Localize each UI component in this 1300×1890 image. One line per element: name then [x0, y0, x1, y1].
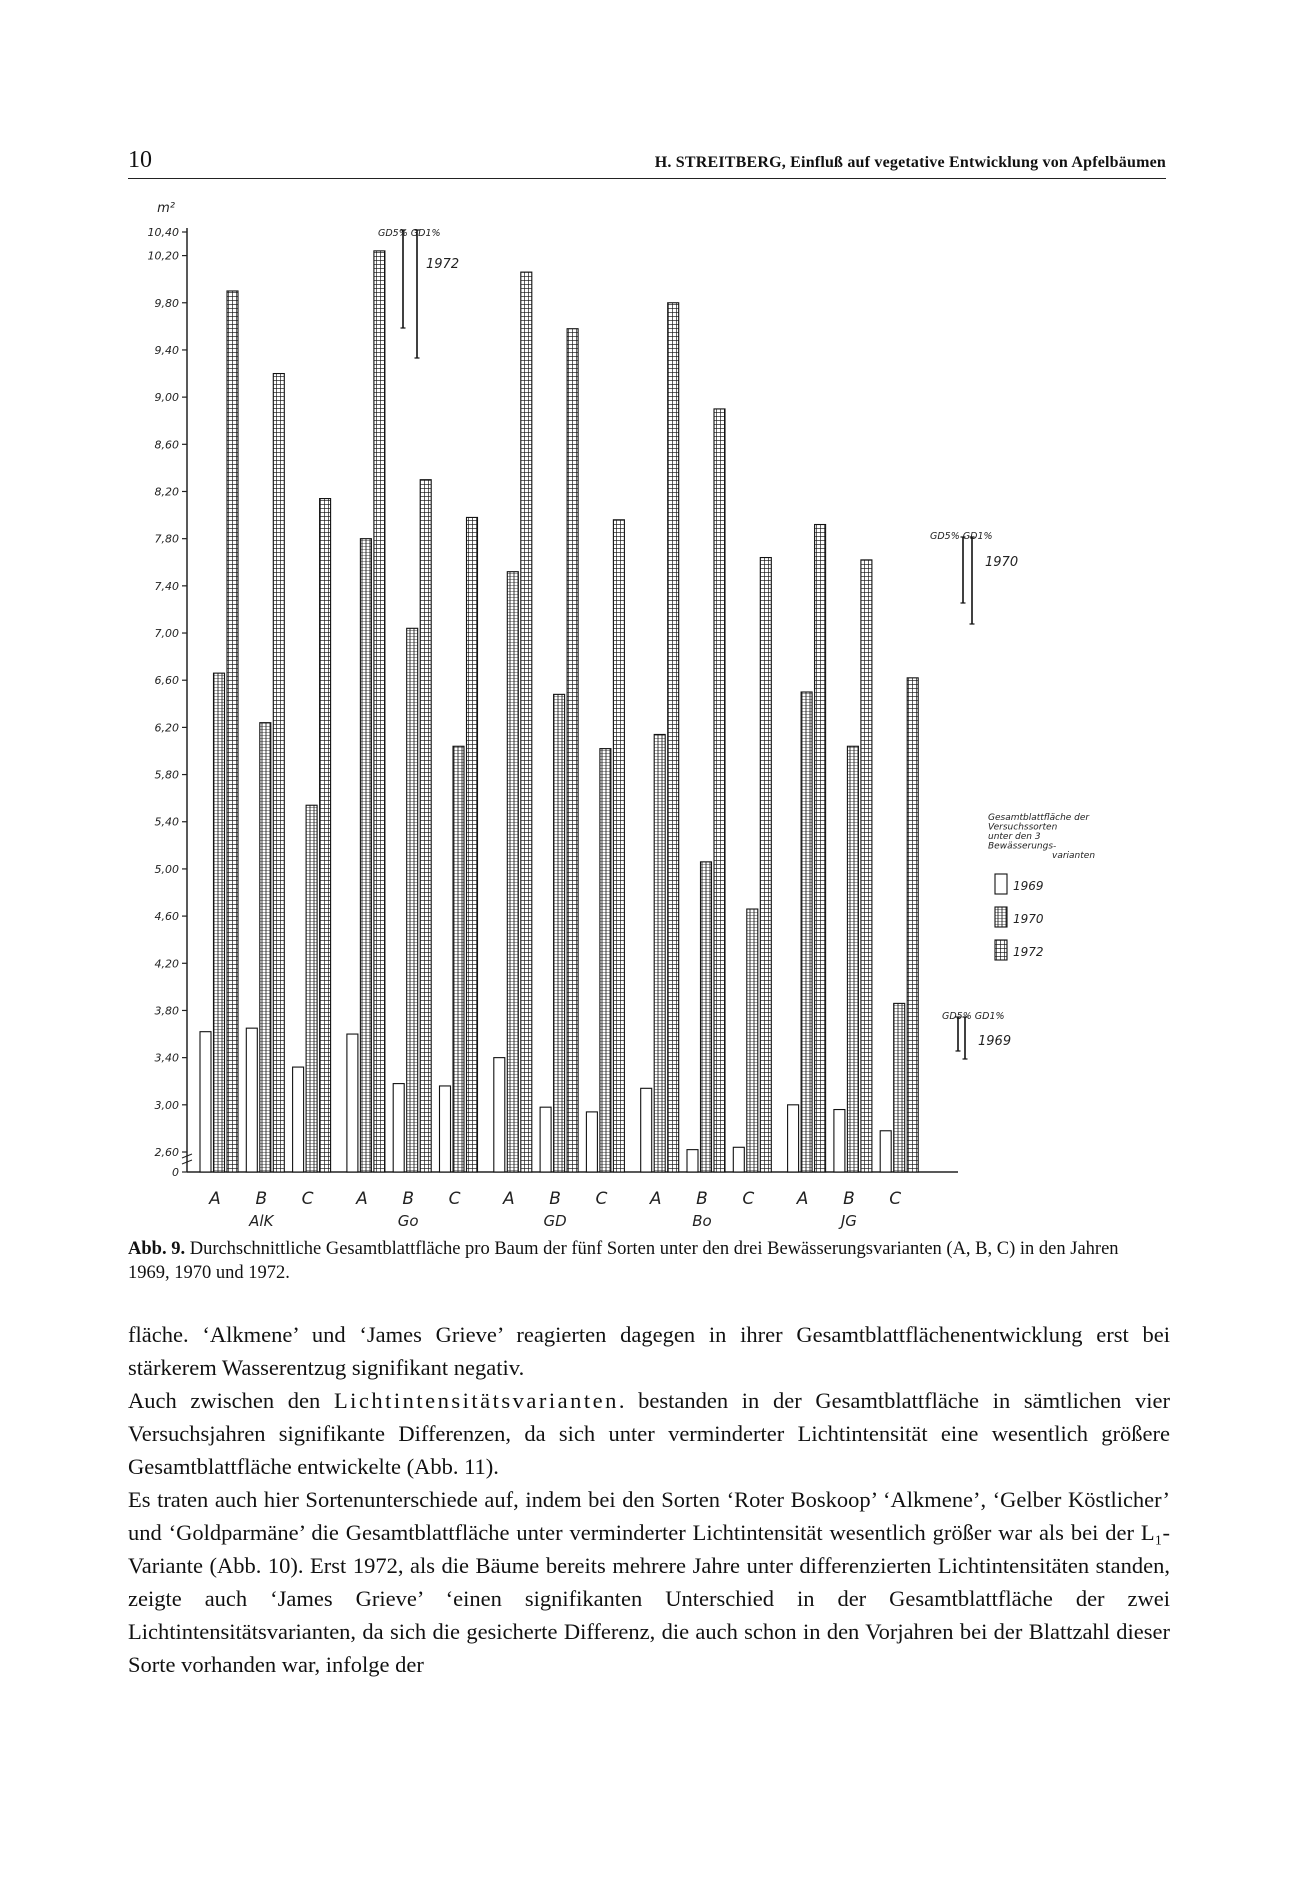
bar-1969	[347, 1034, 358, 1172]
category-label: B	[402, 1189, 415, 1209]
bar-1970	[507, 572, 518, 1172]
y-tick-label: 6,20	[154, 721, 179, 735]
significance-year: 1969	[978, 1034, 1012, 1049]
bar-1969	[788, 1105, 799, 1172]
bar-1970	[554, 694, 565, 1172]
bar-1970	[360, 539, 371, 1172]
y-tick-label: 3,80	[154, 1004, 179, 1018]
significance-label: GD5% GD1%	[942, 1011, 1005, 1022]
y-tick-label: 8,20	[154, 485, 179, 499]
variety-label: JG	[840, 1212, 857, 1230]
category-label: B	[255, 1189, 268, 1209]
bar-1970	[260, 723, 271, 1172]
bar-1972	[567, 329, 578, 1172]
significance-year: 1972	[426, 257, 460, 272]
category-label: B	[843, 1189, 855, 1209]
variety-label: Bo	[692, 1212, 712, 1230]
y-tick-label: 5,00	[154, 862, 179, 876]
y-tick-label: 3,00	[154, 1098, 179, 1112]
legend-title: Bewässerungs-	[988, 841, 1057, 852]
bar-1972	[374, 251, 385, 1172]
bar-1970	[701, 862, 712, 1172]
y-tick-label: 7,00	[154, 627, 179, 641]
bar-1972	[467, 517, 478, 1172]
y-tick-label: 6,60	[154, 674, 179, 688]
legend-swatch-1970	[995, 907, 1007, 927]
bar-1969	[641, 1088, 652, 1172]
bar-1970	[214, 673, 225, 1172]
paragraph-1: fläche. ‘Alkmene’ und ‘James Grieve’ reagierten dagegen in ihrer Gesamtblattflächenentwicklung erst bei stärkerem Wasserentzug signifikant negativ.	[128, 1322, 1170, 1380]
category-label: A	[209, 1189, 221, 1209]
running-head: H. STREITBERG, Einfluß auf vegetative Entwicklung von Apfelbäumen	[654, 154, 1166, 171]
bar-1972	[227, 291, 238, 1172]
caption-text: Durchschnittliche Gesamtblattfläche pro Baum der fünf Sorten unter den drei Bewässerungsvarianten (A, B, C) in den Jahren 1969, 1970 und 1972.	[128, 1239, 1119, 1283]
y-tick-label: 10,40	[147, 226, 179, 239]
bar-1970	[407, 628, 418, 1172]
bar-1970	[600, 749, 611, 1172]
legend-title: unter den 3	[988, 832, 1041, 842]
bar-1972	[420, 480, 431, 1172]
bar-1969	[834, 1110, 845, 1172]
bar-1972	[521, 272, 532, 1172]
legend-swatch-1969	[995, 874, 1007, 894]
variety-label: Go	[397, 1212, 419, 1230]
paragraph-3: Es traten auch hier Sortenunterschiede auf, indem bei den Sorten ‘Roter Boskoop’ ‘Alkmene’, ‘Gelber Köstlicher’ und ‘Goldparmäne’ die Gesamtblattfläche unter verminderter Lichtintensität wesentlich größer war als bei der L₁-Variante (Abb. 10). Erst 1972, als die Bäume bereits mehrere Jahre unter differenzierten Lichtintensitäten standen, zeigte auch ‘James Grieve’ ‘einen signifikanten Unterschied in der Gesamtblattfläche der zwei Lichtintensitätsvarianten, da sich die gesicherte Differenz, die auch schon in den Vorjahren bei der Blattzahl dieser Sorte vorhanden war, infolge der	[128, 1487, 1170, 1677]
y-axis-unit: m²	[157, 201, 175, 216]
y-tick-label: 9,80	[154, 296, 179, 310]
bar-1970	[654, 734, 665, 1172]
y-tick-label: 9,00	[154, 391, 179, 405]
category-label: C	[742, 1189, 755, 1209]
category-label: B	[696, 1189, 708, 1209]
y-tick-label: 2,60	[154, 1146, 179, 1159]
bar-1969	[393, 1084, 404, 1172]
bar-1970	[747, 909, 758, 1172]
bar-1972	[760, 558, 771, 1172]
bar-1969	[293, 1067, 304, 1172]
category-label: A	[356, 1189, 368, 1209]
y-tick-label: 9,40	[154, 343, 179, 357]
paragraph-2-start: Auch zwischen den	[128, 1388, 334, 1413]
legend-title: Versuchssorten	[988, 822, 1058, 833]
bar-1972	[861, 560, 872, 1172]
y-tick-label: 0	[172, 1166, 179, 1179]
emphasized-term: Lichtintensitätsvarianten	[333, 1388, 619, 1413]
legend-swatch-1972	[995, 940, 1007, 960]
legend-label-1972: 1972	[1013, 945, 1044, 959]
significance-label: GD5% GD1%	[378, 228, 441, 239]
y-tick-label: 5,80	[154, 768, 179, 782]
bar-1969	[687, 1150, 698, 1172]
bar-1970	[453, 746, 464, 1172]
category-label: A	[649, 1189, 662, 1209]
variety-label: GD	[543, 1212, 567, 1230]
category-label: A	[502, 1189, 515, 1209]
caption-label: Abb. 9.	[128, 1239, 186, 1259]
y-tick-label: 3,40	[154, 1051, 179, 1065]
bar-1972	[273, 374, 284, 1172]
category-label: C	[301, 1189, 314, 1209]
legend-label-1970: 1970	[1013, 912, 1044, 926]
bar-1969	[440, 1086, 451, 1172]
bar-1972	[815, 525, 826, 1172]
bar-1969	[586, 1112, 597, 1172]
legend-title: varianten	[1052, 851, 1096, 861]
y-tick-label: 4,20	[154, 957, 179, 971]
y-tick-label: 8,60	[154, 438, 179, 452]
bar-1969	[540, 1107, 551, 1172]
page-number: 10	[128, 147, 152, 173]
significance-label: GD5% GD1%	[930, 531, 993, 542]
category-label: C	[889, 1189, 902, 1209]
bar-1972	[613, 520, 624, 1172]
category-label: A	[796, 1189, 809, 1209]
bar-1969	[733, 1147, 744, 1172]
body-text	[128, 1318, 1170, 1681]
bar-1969	[880, 1131, 891, 1172]
category-label: C	[595, 1189, 608, 1209]
bar-1972	[668, 303, 679, 1172]
bar-1969	[200, 1032, 211, 1172]
legend-title: Gesamtblattfläche der	[988, 813, 1090, 823]
bar-1969	[246, 1028, 257, 1172]
category-label: C	[448, 1189, 461, 1209]
category-label: B	[549, 1189, 561, 1209]
bar-1970	[801, 692, 812, 1172]
y-tick-label: 7,80	[154, 532, 179, 546]
legend-label-1969: 1969	[1013, 879, 1044, 893]
bar-1972	[320, 499, 331, 1172]
bar-1972	[714, 409, 725, 1172]
y-tick-label: 10,20	[147, 249, 179, 263]
bar-1970	[894, 1003, 905, 1172]
y-tick-label: 4,60	[154, 910, 179, 924]
y-tick-label: 7,40	[154, 579, 179, 593]
bar-1970	[847, 746, 858, 1172]
paragraph-2-end: . bestanden in der Gesamtblattfläche in sämtlichen vier Versuchsjahren signifikante Differenzen, da sich unter verminderter Lichtintensität eine wesentlich größere Gesamtblattfläche entwickelte (Abb. 11).	[128, 1388, 1170, 1479]
y-tick-label: 5,40	[154, 815, 179, 829]
figure-caption	[128, 1237, 1128, 1285]
bar-1970	[306, 805, 317, 1172]
paragraph-2	[128, 1384, 1170, 1483]
variety-label: AlK	[249, 1212, 274, 1230]
bar-1972	[907, 678, 918, 1172]
bar-1969	[494, 1058, 505, 1172]
significance-year: 1970	[985, 555, 1019, 570]
